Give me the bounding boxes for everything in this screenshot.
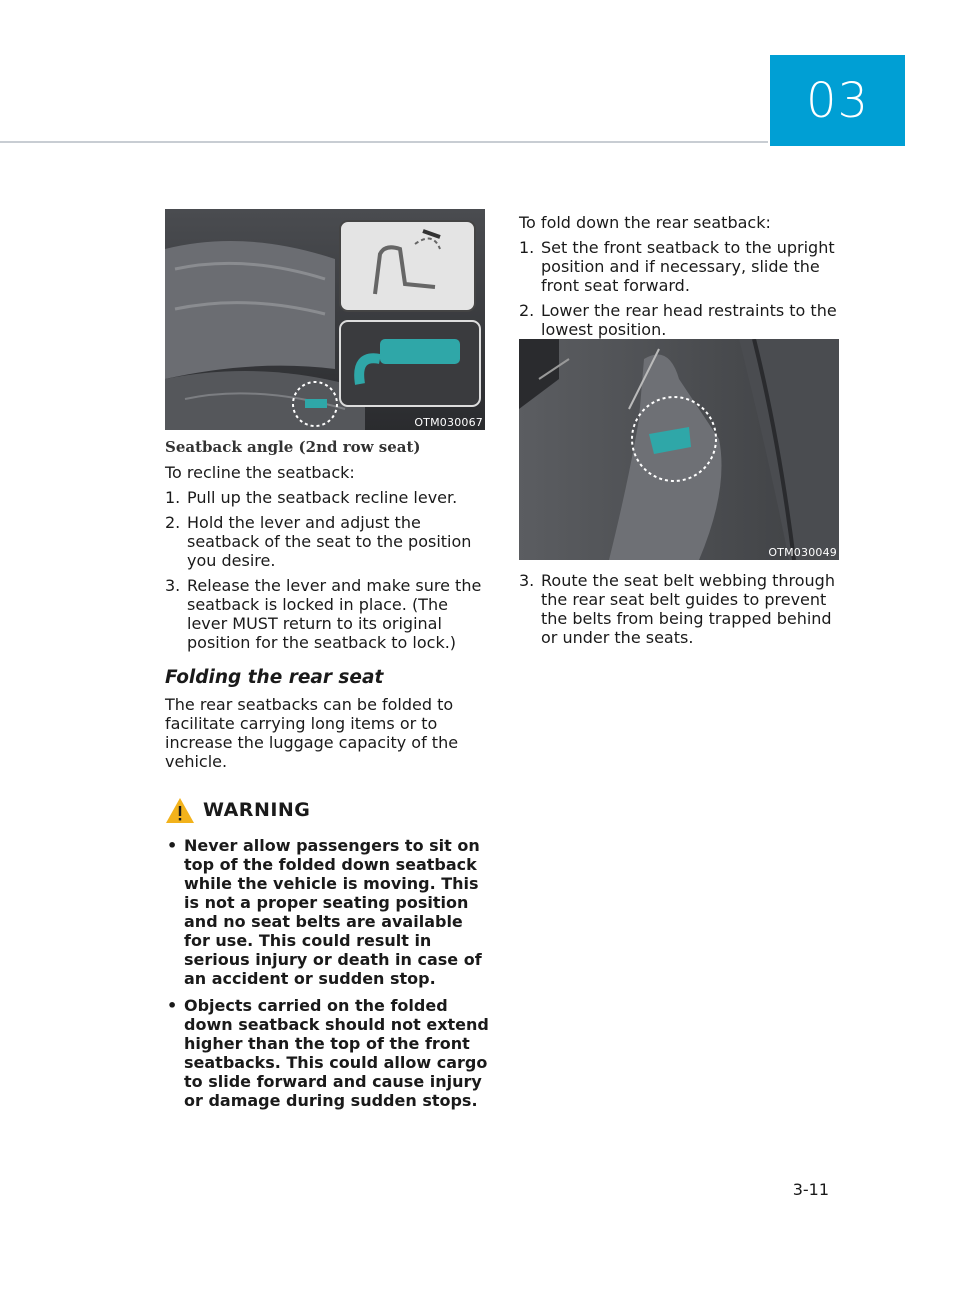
section-title: Folding the rear seat	[165, 667, 384, 688]
list-item	[165, 836, 490, 988]
seat-recline-illustration	[165, 209, 485, 430]
page-number: 3-11	[792, 1180, 829, 1199]
seat-belt-guide-photo	[519, 339, 839, 560]
step-number: 3.	[519, 571, 535, 590]
step-text: Pull up the seatback recline lever.	[187, 488, 458, 507]
list-item	[165, 996, 490, 1110]
right-column-top	[519, 213, 839, 345]
figure-code: OTM030049	[768, 546, 837, 559]
list-item	[519, 238, 839, 295]
chapter-tab	[770, 55, 905, 146]
list-item	[519, 301, 839, 339]
bullet: •	[167, 996, 178, 1015]
step-number: 1.	[519, 238, 535, 257]
step-text: Set the front seatback to the upright position and if necessary, slide the front seat forward.	[541, 238, 835, 295]
list-item	[165, 576, 490, 652]
step-number: 2.	[165, 513, 181, 532]
section-body: The rear seatbacks can be folded to facilitate carrying long items or to increase the luggage capacity of the vehicle.	[165, 695, 459, 771]
fold-steps-continued	[519, 571, 839, 647]
warning-list	[165, 836, 490, 1110]
list-item	[165, 488, 490, 507]
step-text: Release the lever and make sure the seatback is locked in place. (The lever MUST return to its original position for the seatback to lock.)	[187, 576, 482, 652]
step-text: Lower the rear head restraints to the lowest position.	[541, 301, 837, 339]
step-number: 2.	[519, 301, 535, 320]
figure-caption: Seatback angle (2nd row seat)	[165, 438, 421, 456]
fold-intro: To fold down the rear seatback:	[519, 213, 771, 232]
belt-guide-illustration	[519, 339, 839, 560]
figure-code: OTM030067	[414, 416, 483, 429]
list-item	[519, 571, 839, 647]
step-text: Route the seat belt webbing through the rear seat belt guides to prevent the belts from being trapped behind or under the seats.	[541, 571, 835, 647]
warning-triangle-icon	[165, 797, 195, 824]
header-rule	[0, 141, 768, 143]
warning-text: Never allow passengers to sit on top of the folded down seatback while the vehicle is moving. This is not a proper seating position and no seat belts are available for use. This could result in serious injury or death in case of an accident or sudden stop.	[184, 836, 482, 988]
right-column-bottom	[519, 571, 839, 653]
step-text: Hold the lever and adjust the seatback of the seat to the position you desire.	[187, 513, 472, 570]
list-item	[165, 513, 490, 570]
warning-heading	[165, 797, 490, 824]
recline-intro: To recline the seatback:	[165, 463, 355, 482]
fold-steps	[519, 238, 839, 339]
warning-title: WARNING	[203, 799, 311, 821]
step-number: 1.	[165, 488, 181, 507]
recline-steps	[165, 488, 490, 652]
step-number: 3.	[165, 576, 181, 595]
bullet: •	[167, 836, 178, 855]
left-column	[165, 438, 490, 1118]
seat-recline-photo	[165, 209, 485, 430]
chapter-number: 03	[805, 72, 870, 129]
warning-text: Objects carried on the folded down seatback should not extend higher than the top of the front seatbacks. This could allow cargo to slide forward and cause injury or damage during sudden stops.	[184, 996, 489, 1110]
